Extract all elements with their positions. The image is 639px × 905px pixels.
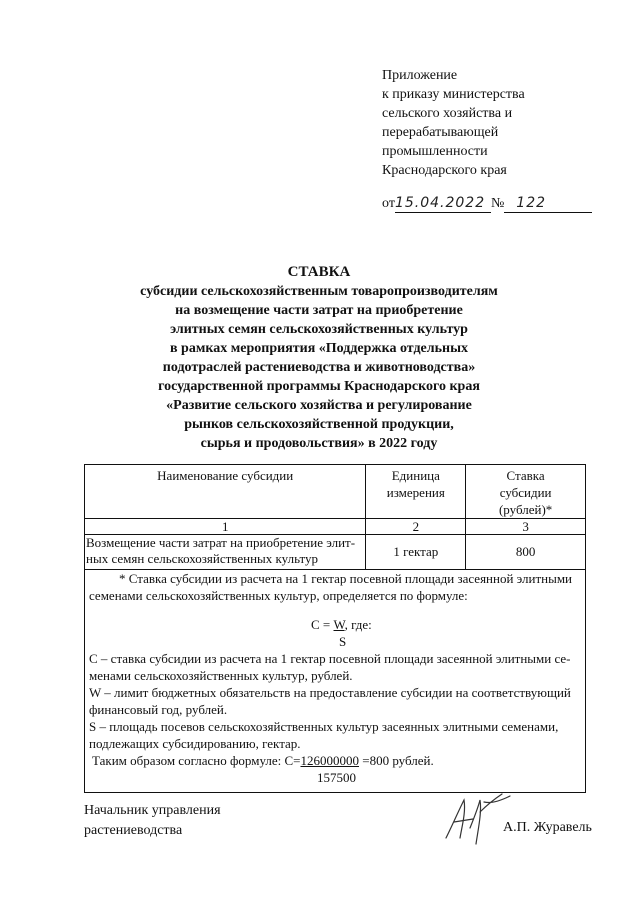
order-number: 122 [516, 195, 547, 211]
header-unit-line: измерения [386, 485, 445, 500]
column-number-row [85, 519, 586, 535]
appendix-block [382, 66, 525, 180]
title-line: в рамках мероприятия «Поддержка отдельных [170, 341, 468, 356]
calc-numerator: 126000000 [300, 753, 359, 768]
header-name [85, 465, 366, 519]
appendix-line: Краснодарского края [382, 163, 507, 178]
title-line: рынков сельскохозяйственной продукции, [184, 417, 454, 432]
row-name-line: ных семян сельскохозяйственных культур [86, 551, 319, 566]
header-unit-line: Единица [391, 468, 440, 483]
column-number: 2 [366, 519, 466, 535]
definition-c: С – ставка субсидии из расчета на 1 гектар посевной площади засеянной элитными се-менами сельскохозяйственных культур, рублей. [89, 651, 571, 683]
calculation [89, 752, 581, 769]
row-rate: 800 [466, 535, 586, 570]
order-prefix: от [382, 196, 395, 211]
order-number-label: № [490, 196, 505, 211]
header-rate-line: Ставка [506, 468, 545, 483]
title-line: сырья и продовольствия» в 2022 году [200, 436, 438, 451]
signer-position-line: Начальник управления [84, 803, 221, 818]
title-line: государственной программы Краснодарского края [158, 379, 480, 394]
document-title [80, 263, 558, 453]
signer-position [84, 801, 221, 841]
notes-intro: * Ставка субсидии из расчета на 1 гектар посевной площади засеянной элитными семенами сельскохозяйственных культур, определяется по формуле: [89, 571, 573, 603]
title-line: подотраслей растениеводства и животноводства» [162, 360, 476, 375]
row-name [85, 535, 366, 570]
appendix-line: сельского хозяйства и [382, 106, 513, 121]
title-line: «Развитие сельского хозяйства и регулирование [166, 398, 472, 413]
header-rate [466, 465, 586, 519]
header-rate-line: (рублей)* [498, 502, 553, 517]
title-line: субсидии сельскохозяйственным товаропроизводителям [140, 284, 498, 299]
calc-denominator: 157500 [317, 770, 356, 785]
notes-row [85, 570, 586, 793]
definition-w: W – лимит бюджетных обязательств на предоставление субсидии на соответствующий финансовый год, рублей. [89, 685, 571, 717]
order-date: 15.04.2022 [394, 195, 486, 211]
column-number: 1 [85, 519, 366, 535]
signer-position-line: растениеводства [84, 823, 183, 838]
appendix-line: перерабатывающей [382, 125, 499, 140]
table-header-row [85, 465, 586, 519]
formula-tail: , где: [344, 617, 372, 632]
formula-top [311, 617, 372, 632]
appendix-line: к приказу министерства [382, 87, 525, 102]
title-line: на возмещение части затрат на приобретение [175, 303, 463, 318]
row-name-line: Возмещение части затрат на приобретение элит- [86, 535, 356, 550]
calc-prefix: Таким образом согласно формуле: С= [92, 753, 301, 768]
calc-suffix: =800 рублей. [359, 753, 434, 768]
formula-lhs: С = [311, 617, 331, 632]
notes-cell [85, 570, 586, 793]
definition-s: S – площадь посевов сельскохозяйственных культур засеянных элитными семенами, подлежащих субсидированию, гектар. [89, 719, 559, 751]
subsidy-rate-table [84, 464, 586, 793]
appendix-line: Приложение [382, 68, 458, 83]
formula-numerator: W [333, 617, 345, 632]
title-line: элитных семян сельскохозяйственных культур [170, 322, 468, 337]
order-reference [382, 195, 592, 213]
formula [311, 616, 581, 650]
header-name-text: Наименование субсидии [157, 468, 294, 483]
row-unit: 1 гектар [366, 535, 466, 570]
appendix-line: промышленности [382, 144, 488, 159]
formula-denominator: S [339, 634, 347, 649]
column-number: 3 [466, 519, 586, 535]
table-row [85, 535, 586, 570]
header-unit [366, 465, 466, 519]
title-main: СТАВКА [287, 264, 351, 280]
signer-name: А.П. Журавель [503, 820, 592, 835]
order-date-field [395, 195, 491, 213]
header-rate-line: субсидии [499, 485, 552, 500]
order-number-field [504, 195, 592, 213]
